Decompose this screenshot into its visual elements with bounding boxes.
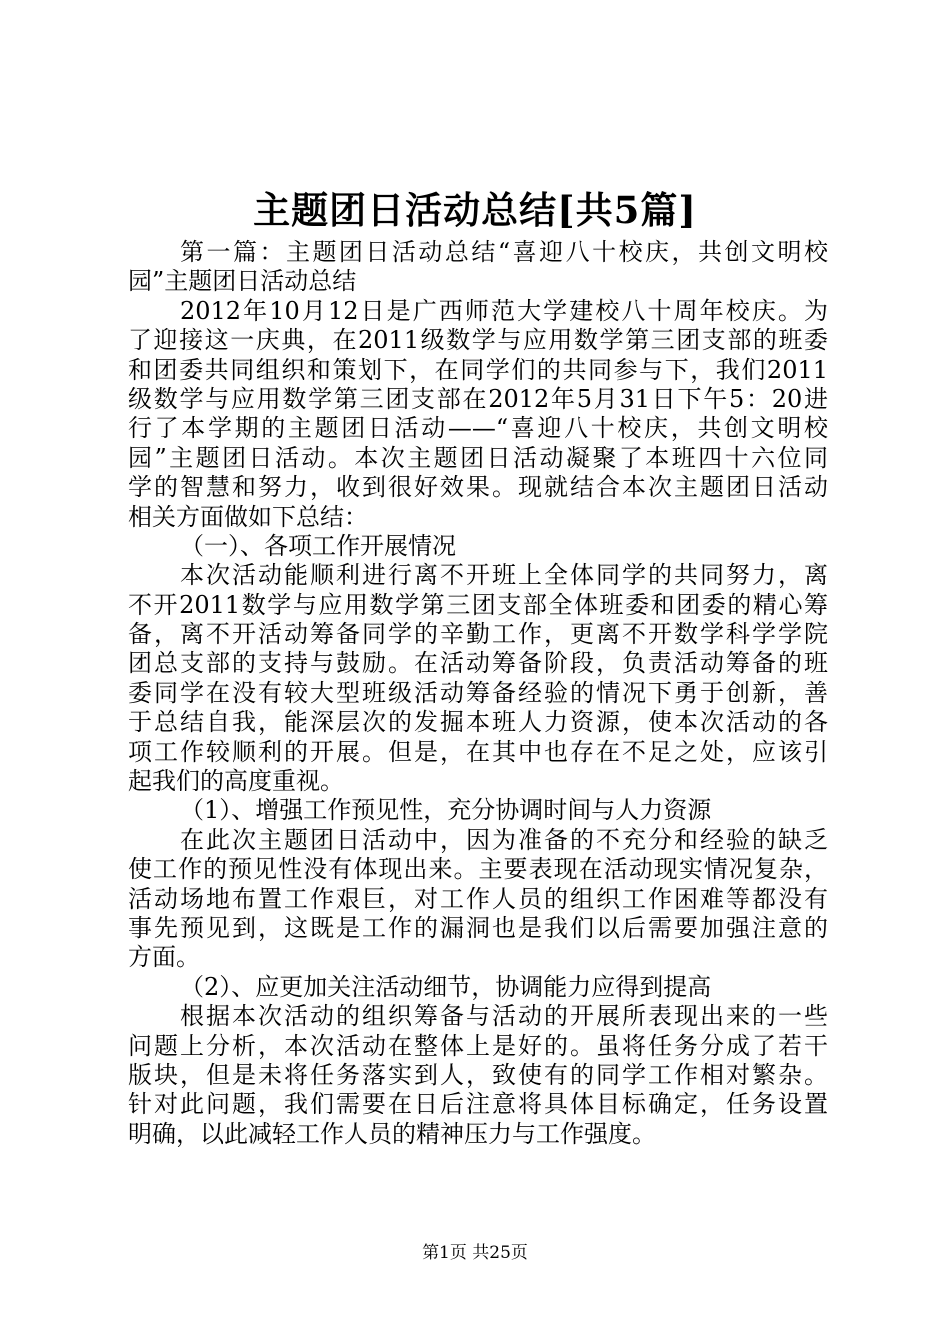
paragraph-line: 和团委共同组织和策划下，在同学们的共同参与下，我们2011: [128, 355, 828, 384]
paragraph-line: 相关方面做如下总结：: [128, 502, 368, 531]
paragraph-line: 备，离不开活动筹备同学的辛勤工作，更离不开数学科学学院: [128, 620, 828, 649]
paragraph-line: 项工作较顺利的开展。但是，在其中也存在不足之处，应该引: [128, 737, 828, 766]
paragraph-line: 园”主题团日活动。本次主题团日活动凝聚了本班四十六位同: [128, 443, 828, 472]
paragraph-line: 版块，但是未将任务落实到人，致使有的同学工作相对繁杂。: [128, 1060, 828, 1089]
paragraph-line: 针对此问题，我们需要在日后注意将具体目标确定，任务设置: [128, 1090, 828, 1119]
paragraph-line: 学的智慧和努力，收到很好效果。现就结合本次主题团日活动: [128, 473, 828, 502]
document-body: [128, 238, 828, 1149]
paragraph-line: 园”主题团日活动总结: [128, 267, 357, 296]
section-heading: （1）、增强工作预见性，充分协调时间与人力资源: [180, 796, 712, 825]
paragraph-line: 方面。: [128, 943, 200, 972]
paragraph-line: 在此次主题团日活动中，因为准备的不充分和经验的缺乏: [180, 825, 828, 854]
paragraph-line: 根据本次活动的组织筹备与活动的开展所表现出来的一些: [180, 1002, 828, 1031]
page-footer: 第1页 共25页: [422, 1243, 528, 1263]
paragraph-line: 2012年10月12日是广西师范大学建校八十周年校庆。为: [180, 296, 828, 325]
paragraph-line: 问题上分析，本次活动在整体上是好的。虽将任务分成了若干: [128, 1031, 828, 1060]
paragraph-line: 了迎接这一庆典，在2011级数学与应用数学第三团支部的班委: [128, 326, 828, 355]
section-heading: （一）、各项工作开展情况: [180, 531, 456, 560]
paragraph-line: 行了本学期的主题团日活动——“喜迎八十校庆，共创文明校: [128, 414, 828, 443]
paragraph-line: 活动场地布置工作艰巨，对工作人员的组织工作困难等都没有: [128, 884, 828, 913]
paragraph-line: 于总结自我，能深层次的发掘本班人力资源，使本次活动的各: [128, 708, 828, 737]
paragraph-line: 起我们的高度重视。: [128, 767, 344, 796]
paragraph-line: 委同学在没有较大型班级活动筹备经验的情况下勇于创新，善: [128, 678, 828, 707]
paragraph-line: 事先预见到，这既是工作的漏洞也是我们以后需要加强注意的: [128, 913, 828, 942]
paragraph-line: 级数学与应用数学第三团支部在2012年5月31日下午5：20进: [128, 384, 828, 413]
paragraph-line: 团总支部的支持与鼓励。在活动筹备阶段，负责活动筹备的班: [128, 649, 828, 678]
section-heading: （2）、应更加关注活动细节，协调能力应得到提高: [180, 972, 712, 1001]
paragraph-line: 不开2011数学与应用数学第三团支部全体班委和团委的精心筹: [128, 590, 828, 619]
paragraph-line: 本次活动能顺利进行离不开班上全体同学的共同努力，离: [180, 561, 828, 590]
paragraph-line: 明确，以此减轻工作人员的精神压力与工作强度。: [128, 1119, 656, 1148]
paragraph-line: 第一篇：主题团日活动总结“喜迎八十校庆，共创文明校: [180, 238, 828, 266]
paragraph-line: 使工作的预见性没有体现出来。主要表现在活动现实情况复杂，: [128, 855, 828, 884]
document-title: 主题团日活动总结[共5篇]: [253, 188, 697, 232]
